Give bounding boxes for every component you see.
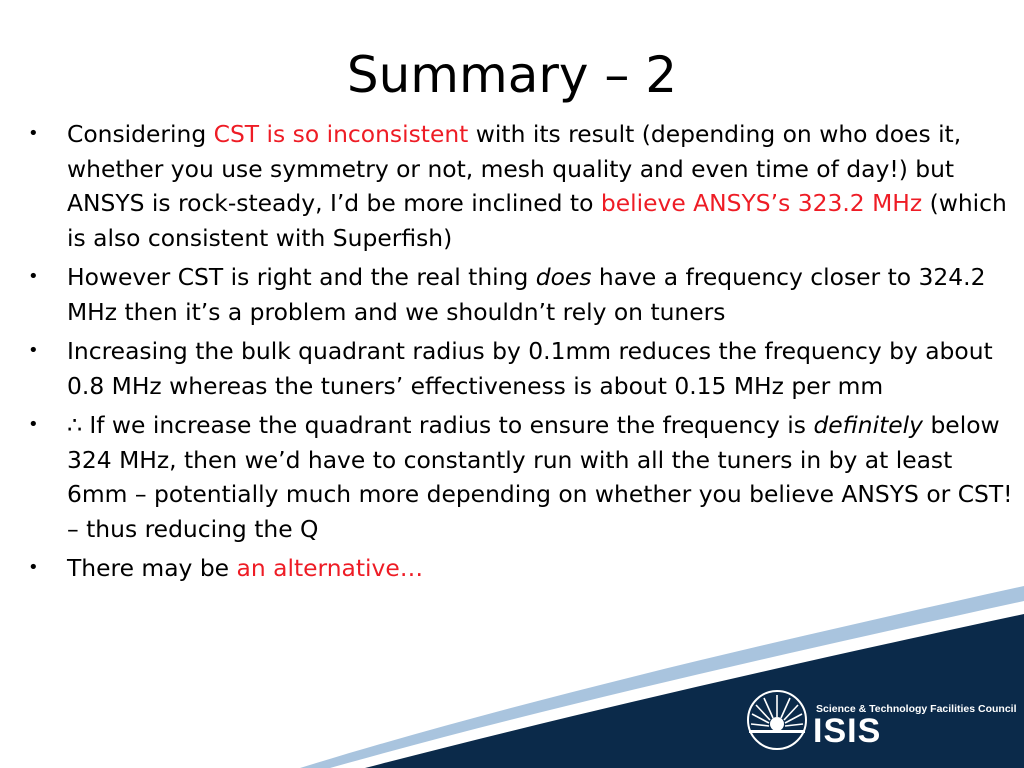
bullet-text: with its result (depending on who does it, whether you use symmetry or not, mesh quality and even time of day!) but ANSYS is rock-steady, I’d be more inclined to — [67, 120, 962, 217]
bullet-text: ∴ If we increase the quadrant radius to ensure the frequency is — [67, 411, 814, 439]
bullet-marker: • — [28, 266, 39, 287]
footer-navy-band — [365, 614, 1024, 768]
bullet-marker: • — [28, 414, 39, 435]
bullet-text: There may be — [67, 554, 237, 582]
bullet-marker: • — [28, 557, 39, 578]
bullet-marker: • — [28, 123, 39, 144]
bullet-text: (which is also consistent with Superfish) — [67, 189, 1007, 252]
slide-title: Summary – 2 — [346, 45, 678, 104]
highlight-text: CST is so inconsistent — [213, 120, 469, 148]
bullet-text: Considering — [67, 120, 214, 148]
bullet-marker: • — [28, 340, 39, 361]
bullet-text: Increasing the bulk quadrant radius by 0.1mm reduces the frequency by about 0.8 MHz whereas the tuners’ effectiveness is about 0.15 MHz per mm — [67, 337, 993, 400]
isis-logo-text: ISIS — [813, 712, 882, 750]
highlight-text: an alternative… — [236, 554, 424, 582]
highlight-text: believe ANSYS’s 323.2 MHz — [600, 189, 923, 217]
organization-name: Science & Technology Facilities Council — [816, 703, 1017, 715]
bullet-text: have a frequency closer to 324.2 MHz then it’s a problem and we shouldn’t rely on tuners — [67, 263, 986, 326]
emphasis-text: does — [535, 263, 592, 291]
bullet-text: below 324 MHz, then we’d have to constantly run with all the tuners in by at least 6mm – potentially much more depending on whether you believe ANSYS or CST! – thus reducing the Q — [67, 411, 1013, 543]
emphasis-text: definitely — [813, 411, 924, 439]
bullet-text: However CST is right and the real thing — [67, 263, 536, 291]
